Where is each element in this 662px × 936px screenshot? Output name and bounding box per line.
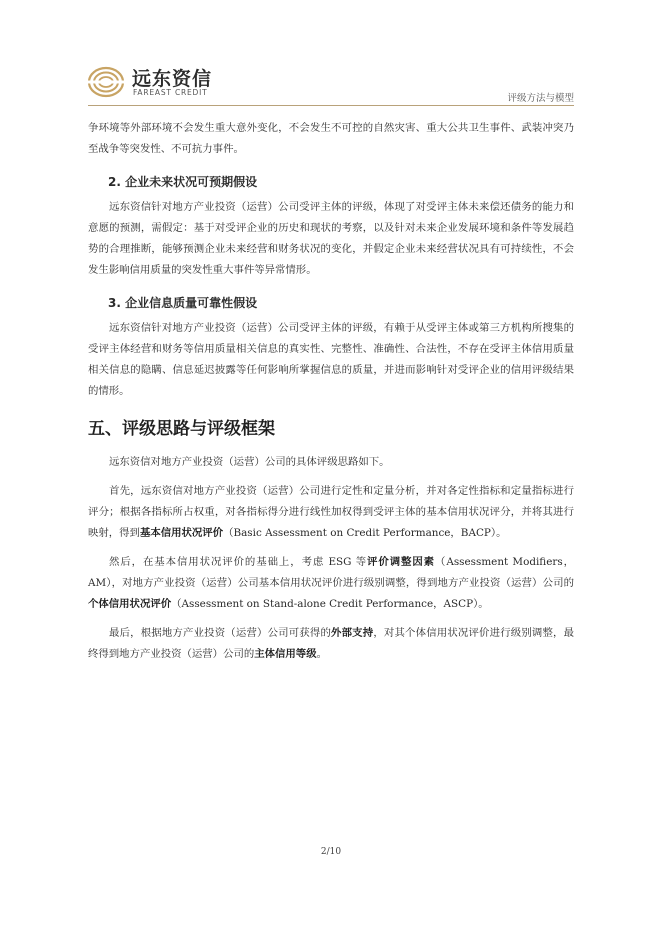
subheading-future-status: 2. 企业未来状况可预期假设 xyxy=(108,175,258,189)
text-run: （Assessment Modifiers，AM），对地方产业投资（运营）公司基本信用状况评价进行级别调整，得到地方产业投资（运营）公司的 xyxy=(88,556,575,589)
paragraph-info-quality: 远东资信针对地方产业投资（运营）公司受评主体的评级，有赖于从受评主体或第三方机构所搜集的受评主体经营和财务等信用质量相关信息的真实性、完整性、准确性、合法性，不存在受评主体信用质量相关信息的隐瞒、信息延迟披露等任何影响所掌握信息的质量，并进而影响针对受评企业的信用评级结果的情形。 xyxy=(88,322,574,397)
brand-name-en: FAREAST CREDIT xyxy=(133,88,208,97)
page-content xyxy=(88,118,574,665)
paragraph-intro: 远东资信对地方产业投资（运营）公司的具体评级思路如下。 xyxy=(109,456,390,468)
text-run: （Assessment on Stand-alone Credit Performance，ASCP）。 xyxy=(171,598,489,610)
bold-term-am: 评价调整因素 xyxy=(367,556,436,568)
text-run: 然后，在基本信用状况评价的基础上，考虑 ESG 等 xyxy=(109,556,368,568)
text-run: （Basic Assessment on Credit Performance，BACP）。 xyxy=(223,527,507,539)
subheading-info-quality: 3. 企业信息质量可靠性假设 xyxy=(108,296,258,310)
header-divider xyxy=(88,105,574,106)
text-run: 首先，远东资信对地方产业投资（运营）公司进行定性和定量分析，并对各定性指标和定量指标进行评分；根据各指标所占权重，对各指标得分进行线性加权得到受评主体的基本信用状况评分，并将其进行映射，得到 xyxy=(88,485,574,539)
fareast-logo-icon xyxy=(88,66,124,98)
paragraph-step-then xyxy=(88,552,574,615)
paragraph-continuation: 争环境等外部环境不会发生重大意外变化，不会发生不可控的自然灾害、重大公共卫生事件、武装冲突乃至战争等突发性、不可抗力事件。 xyxy=(88,122,574,155)
paragraph-step-first xyxy=(88,481,574,544)
text-run: 最后，根据地方产业投资（运营）公司可获得的 xyxy=(109,627,332,639)
bold-term-bacp: 基本信用状况评价 xyxy=(139,527,224,539)
brand-name-cn: 远东资信 xyxy=(132,68,213,90)
bold-term-ascp: 个体信用状况评价 xyxy=(88,598,172,610)
text-run: ，对其个体信用状况评价进行级别调整，最终得到地方产业投资（运营）公司的 xyxy=(88,627,575,660)
bold-term-issuer-rating: 主体信用等级 xyxy=(254,648,317,660)
header-section-title: 评级方法与模型 xyxy=(507,93,574,104)
bold-term-external-support: 外部支持 xyxy=(331,627,374,639)
paragraph-future-status: 远东资信针对地方产业投资（运营）公司受评主体的评级，体现了对受评主体未来偿还债务的能力和意愿的预测，需假定：基于对受评企业的历史和现状的考察，以及针对未来企业发展环境和条件等发展趋势的合理推断，能够预测企业未来经营和财务状况的变化，并假定企业未来经营状况具有可持续性，不会发生影响信用质量的突发性重大事件等异常情形。 xyxy=(88,201,574,276)
page-number: 2/10 xyxy=(320,847,342,857)
page-header xyxy=(88,62,574,106)
paragraph-step-finally xyxy=(88,623,574,665)
text-run: 。 xyxy=(316,648,327,660)
section-heading-framework: 五、评级思路与评级框架 xyxy=(88,419,275,439)
